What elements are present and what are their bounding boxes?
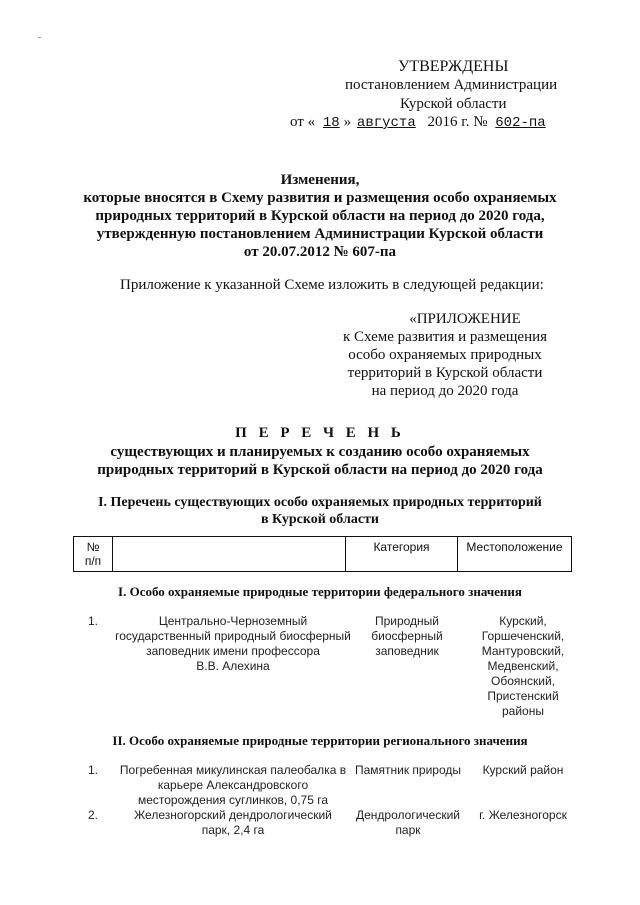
appendix-line-5: на период до 2020 года	[371, 383, 519, 399]
date-month: августа	[356, 115, 416, 131]
appendix-line-4: территорий в Курской области	[347, 365, 543, 381]
regional-row-1-num: 1.	[88, 763, 99, 777]
appendix-block	[330, 310, 560, 400]
approval-line-1: постановлением Администрации	[345, 77, 558, 93]
regional-row-2-location: г. Железногорск	[479, 808, 567, 822]
regional-section-title: II. Особо охраняемые природные территории регионального значения	[112, 733, 528, 748]
regional-row-1-category: Памятник природы	[354, 763, 462, 777]
approval-date-line	[290, 114, 556, 131]
header-category: Категория	[346, 537, 458, 571]
appendix-line-3: особо охраняемых природных	[348, 347, 542, 363]
federal-row-1-category: Природный биосферный заповедник	[371, 614, 443, 658]
appendix-line-2: к Схеме развития и размещения	[342, 329, 548, 345]
decree-number: 602-па	[495, 115, 546, 131]
section-i-line-1: I. Перечень существующих особо охраняемых природных территорий	[98, 495, 542, 510]
date-day: 18	[322, 115, 340, 131]
header-location: Местоположение	[466, 540, 563, 554]
date-prefix: от «	[290, 114, 316, 130]
list-title: П Е Р Е Ч Е Н Ь	[235, 425, 405, 441]
date-mid: »	[343, 114, 352, 130]
changes-heading-line-5: от 20.07.2012 № 607-па	[243, 244, 397, 260]
changes-heading-line-4: утвержденную постановлением Администрации Курской области	[96, 226, 544, 242]
header-num: № п/п	[74, 537, 113, 571]
date-year: 2016 г. №	[427, 114, 488, 130]
regional-row-2-num: 2.	[88, 808, 99, 822]
changes-heading-line-2: которые вносятся в Схему развития и размещения особо охраняемых	[83, 190, 557, 206]
list-subtitle-line-2: природных территорий в Курской области на период до 2020 года	[97, 462, 543, 478]
list-subtitle	[40, 443, 600, 479]
table-header	[73, 536, 572, 572]
federal-row-1-name: Центрально-Черноземный государственный природный биосферный заповедник имени профессора В.В. Алехина	[115, 614, 351, 673]
header-name	[113, 537, 346, 571]
scan-speck	[38, 37, 41, 38]
regional-row-2-category: Дендрологический парк	[356, 808, 460, 837]
intro-text: Приложение к указанной Схеме изложить в следующей редакции:	[120, 277, 544, 293]
section-i-line-2: в Курской области	[261, 512, 379, 527]
appendix-line-1: «ПРИЛОЖЕНИЕ	[409, 311, 521, 327]
federal-row-1-num: 1.	[88, 614, 99, 628]
approval-line-2: Курской области	[400, 96, 507, 112]
approval-title: УТВЕРЖДЕНЫ	[398, 58, 509, 75]
changes-heading	[40, 171, 600, 261]
changes-heading-line-1: Изменения,	[280, 172, 360, 188]
federal-section-title: I. Особо охраняемые природные территории федерального значения	[118, 584, 522, 599]
regional-row-1-name: Погребенная микулинская палеобалка в карьере Александровского месторождения суглинков, 0,75 га	[119, 763, 347, 807]
section-i-heading	[40, 494, 600, 528]
regional-row-2-name: Железногорский дендрологический парк, 2,4 га	[134, 808, 332, 837]
federal-row-1-location: Курский, Горшеченский, Мантуровский, Медвенский, Обоянский, Пристенский районы	[481, 614, 565, 718]
changes-heading-line-3: природных территорий в Курской области на период до 2020 года,	[95, 208, 545, 224]
list-subtitle-line-1: существующих и планируемых к созданию особо охраняемых	[110, 444, 530, 460]
regional-row-1-location: Курский район	[482, 763, 564, 777]
